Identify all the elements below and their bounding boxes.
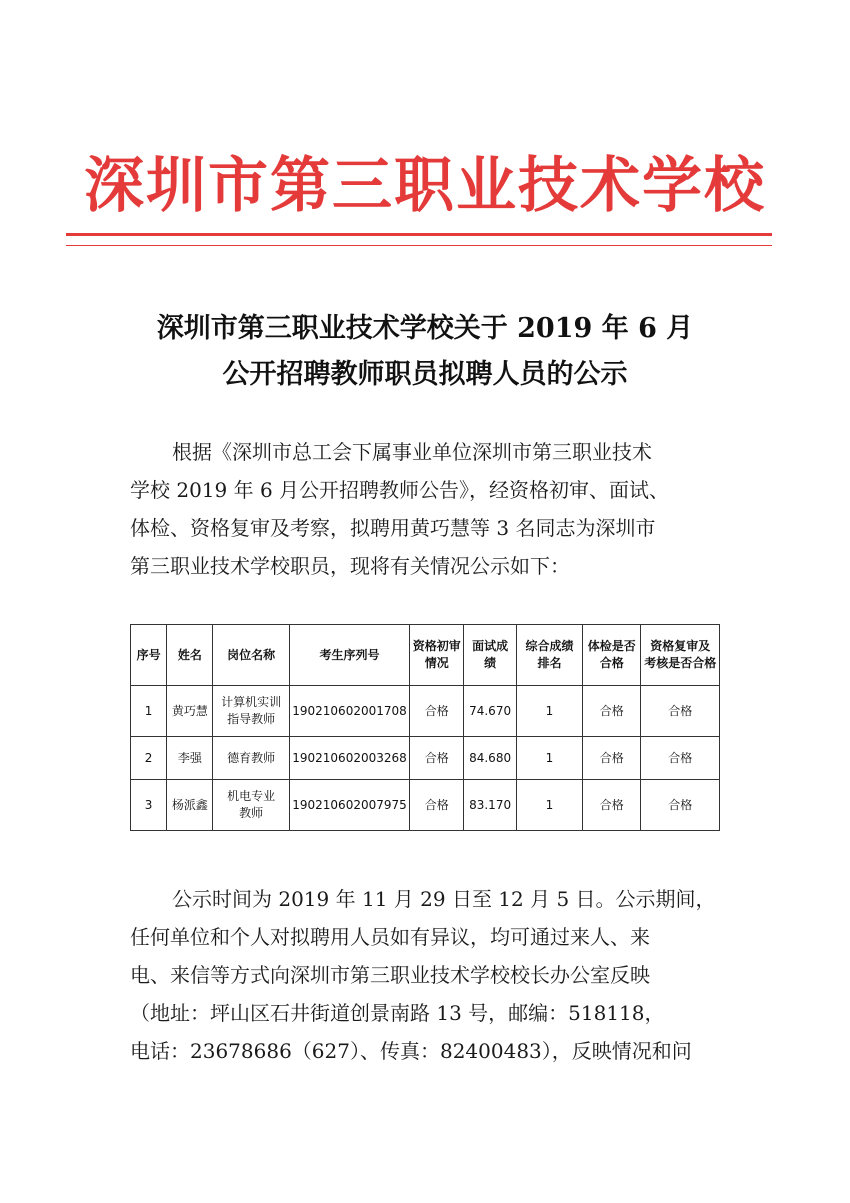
cell-serial: 190210602001708 — [289, 686, 409, 737]
cell-review: 合格 — [641, 686, 720, 737]
title-line-1: 深圳市第三职业技术学校关于 2019 年 6 月 — [156, 313, 694, 344]
paragraph-line: 第三职业技术学校职员，现将有关情况公示如下： — [130, 554, 570, 578]
header-serial: 考生序列号 — [289, 625, 409, 686]
header-rank: 综合成绩 排名 — [516, 625, 582, 686]
paragraph-line: 体检、资格复审及考察，拟聘用黄巧慧等 3 名同志为深圳市 — [130, 516, 656, 540]
paragraph-line: 电、来信等方式向深圳市第三职业技术学校校长办公室反映 — [130, 963, 650, 987]
paragraph-line: 公示时间为 2019 年 11 月 29 日至 12 月 5 日。公示期间， — [172, 887, 716, 911]
cell-rank: 1 — [516, 686, 582, 737]
cell-post: 机电专业 教师 — [213, 780, 289, 831]
cell-rank: 1 — [516, 737, 582, 780]
header-post: 岗位名称 — [213, 625, 289, 686]
paragraph-line: 电话：23678686（627）、传真：82400483），反映情况和问 — [130, 1039, 692, 1063]
cell-no: 2 — [131, 737, 167, 780]
paragraph-line: 根据《深圳市总工会下属事业单位深圳市第三职业技术 — [172, 440, 652, 464]
table-row — [131, 780, 720, 831]
cell-no: 3 — [131, 780, 167, 831]
header-no: 序号 — [131, 625, 167, 686]
cell-post: 德育教师 — [213, 737, 289, 780]
cell-post: 计算机实训 指导教师 — [213, 686, 289, 737]
title-line-2: 公开招聘教师职员拟聘人员的公示 — [222, 359, 628, 390]
paragraph-line: （地址：坪山区石井街道创景南路 13 号，邮编：518118， — [130, 1001, 665, 1025]
cell-medical: 合格 — [583, 780, 641, 831]
cell-name: 黄巧慧 — [167, 686, 213, 737]
cell-medical: 合格 — [583, 686, 641, 737]
candidate-table — [130, 624, 720, 831]
cell-medical: 合格 — [583, 737, 641, 780]
cell-rank: 1 — [516, 780, 582, 831]
document-title — [0, 306, 850, 398]
table-row — [131, 737, 720, 780]
paragraph-line: 学校 2019 年 6 月公开招聘教师公告》，经资格初审、面试、 — [130, 478, 670, 502]
cell-review: 合格 — [641, 780, 720, 831]
header-medical: 体检是否 合格 — [583, 625, 641, 686]
cell-score: 84.680 — [464, 737, 516, 780]
cell-serial: 190210602007975 — [289, 780, 409, 831]
table-header-row — [131, 625, 720, 686]
cell-prelim: 合格 — [410, 686, 464, 737]
cell-score: 83.170 — [464, 780, 516, 831]
notice-paragraph — [130, 880, 730, 1070]
cell-no: 1 — [131, 686, 167, 737]
red-header-rule — [66, 233, 772, 246]
header-score: 面试成绩 — [464, 625, 516, 686]
header-prelim: 资格初审 情况 — [410, 625, 464, 686]
table-row — [131, 686, 720, 737]
header-name: 姓名 — [167, 625, 213, 686]
cell-score: 74.670 — [464, 686, 516, 737]
cell-name: 李强 — [167, 737, 213, 780]
cell-prelim: 合格 — [410, 780, 464, 831]
cell-prelim: 合格 — [410, 737, 464, 780]
cell-name: 杨派鑫 — [167, 780, 213, 831]
school-name-header: 深圳市第三职业技术学校 — [84, 151, 766, 221]
paragraph-line: 任何单位和个人对拟聘用人员如有异议，均可通过来人、来 — [130, 925, 650, 949]
cell-review: 合格 — [641, 737, 720, 780]
intro-paragraph — [130, 433, 730, 585]
cell-serial: 190210602003268 — [289, 737, 409, 780]
header-review: 资格复审及 考核是否合格 — [641, 625, 720, 686]
